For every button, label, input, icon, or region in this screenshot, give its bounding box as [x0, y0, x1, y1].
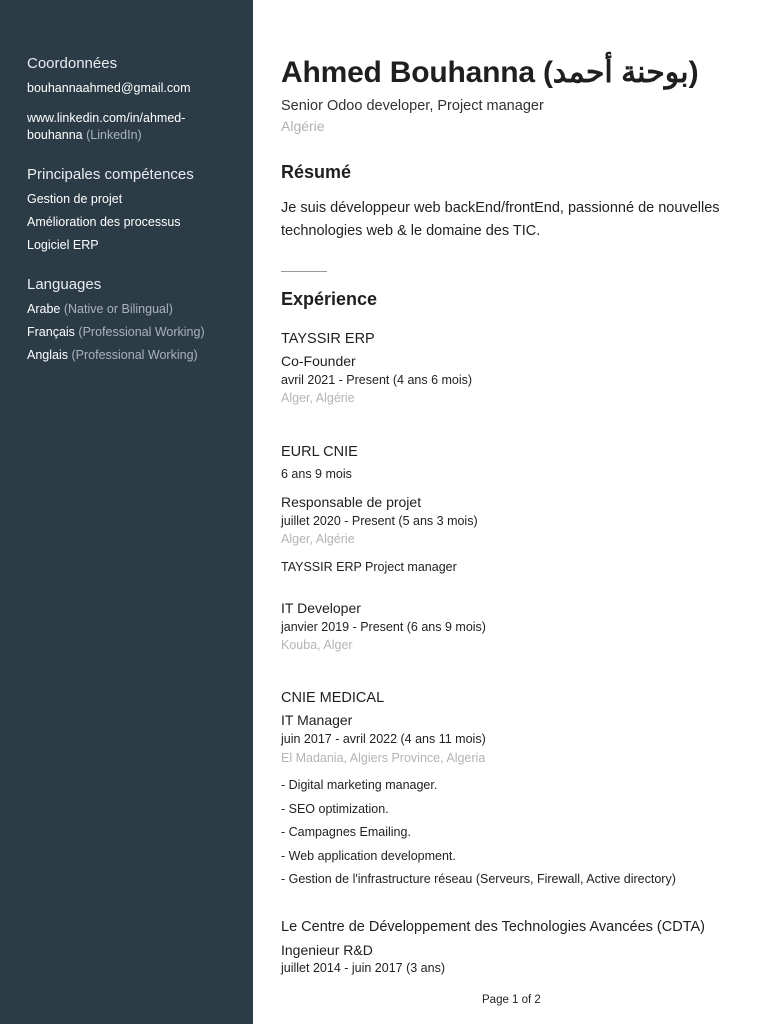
job-location: Alger, Algérie	[281, 391, 355, 405]
email-link[interactable]: bouhannaahmed@gmail.com	[27, 81, 191, 95]
languages-heading: Languages	[27, 276, 102, 293]
job-title: Ingenieur R&D	[281, 942, 373, 958]
language-level: (Professional Working)	[71, 348, 198, 362]
language-name: Anglais	[27, 348, 68, 362]
company-name: EURL CNIE	[281, 444, 358, 460]
languages-section	[27, 276, 233, 364]
job-bullet: - Campagnes Emailing.	[281, 825, 411, 839]
skill-item: Gestion de projet	[27, 192, 123, 206]
job-dates: juin 2017 - avril 2022 (4 ans 11 mois)	[281, 732, 486, 746]
job-dates: juillet 2014 - juin 2017 (3 ans)	[281, 961, 445, 975]
page-number: Page 1 of 2	[482, 994, 541, 1006]
language-level: (Professional Working)	[78, 325, 205, 339]
skills-heading: Principales compétences	[27, 166, 194, 183]
job-description: TAYSSIR ERP Project manager	[281, 560, 457, 574]
profile-headline: Senior Odoo developer, Project manager	[281, 98, 544, 114]
company-duration: 6 ans 9 mois	[281, 467, 352, 481]
job-dates: avril 2021 - Present (4 ans 6 mois)	[281, 373, 473, 387]
section-divider	[281, 271, 327, 272]
job-title: IT Manager	[281, 712, 353, 728]
job-bullet: - Digital marketing manager.	[281, 778, 438, 792]
summary-text: Je suis développeur web backEnd/frontEnd, passionné de nouvelles technologies web & le domaine des TIC.	[281, 200, 720, 239]
job-location: Alger, Algérie	[281, 532, 355, 546]
company-name: Le Centre de Développement des Technologies Avancées (CDTA)	[281, 919, 705, 935]
company-name: CNIE MEDICAL	[281, 690, 385, 706]
language-item	[27, 347, 233, 364]
job-dates: janvier 2019 - Present (6 ans 9 mois)	[281, 620, 486, 634]
job-bullet: - Web application development.	[281, 849, 456, 863]
profile-location: Algérie	[281, 118, 325, 134]
linkedin-url-line2: bouhanna	[27, 128, 83, 142]
sidebar	[0, 0, 253, 1024]
linkedin-link[interactable]	[27, 110, 233, 144]
skill-item: Logiciel ERP	[27, 238, 99, 252]
linkedin-url-line1: www.linkedin.com/in/ahmed-	[27, 111, 186, 125]
skill-item: Amélioration des processus	[27, 215, 181, 229]
job-bullet: - SEO optimization.	[281, 802, 389, 816]
contact-section	[27, 55, 233, 144]
experience-heading: Expérience	[281, 289, 378, 309]
linkedin-tag: (LinkedIn)	[86, 128, 142, 142]
language-item	[27, 324, 233, 341]
job-dates: juillet 2020 - Present (5 ans 3 mois)	[281, 514, 478, 528]
company-name: TAYSSIR ERP	[281, 331, 375, 347]
job-title: Responsable de projet	[281, 494, 422, 510]
summary-heading: Résumé	[281, 162, 352, 182]
job-location: El Madania, Algiers Province, Algeria	[281, 751, 486, 765]
job-bullet: - Gestion de l'infrastructure réseau (Serveurs, Firewall, Active directory)	[281, 872, 676, 886]
contact-heading: Coordonnées	[27, 55, 118, 72]
language-level: (Native or Bilingual)	[63, 302, 173, 316]
skills-section	[27, 166, 233, 254]
job-location: Kouba, Alger	[281, 638, 353, 652]
language-item	[27, 301, 233, 318]
language-name: Arabe	[27, 302, 61, 316]
job-title: IT Developer	[281, 600, 361, 616]
profile-name: Ahmed Bouhanna (بوحنة أحمد)	[281, 56, 699, 89]
language-name: Français	[27, 325, 75, 339]
job-title: Co-Founder	[281, 353, 356, 369]
